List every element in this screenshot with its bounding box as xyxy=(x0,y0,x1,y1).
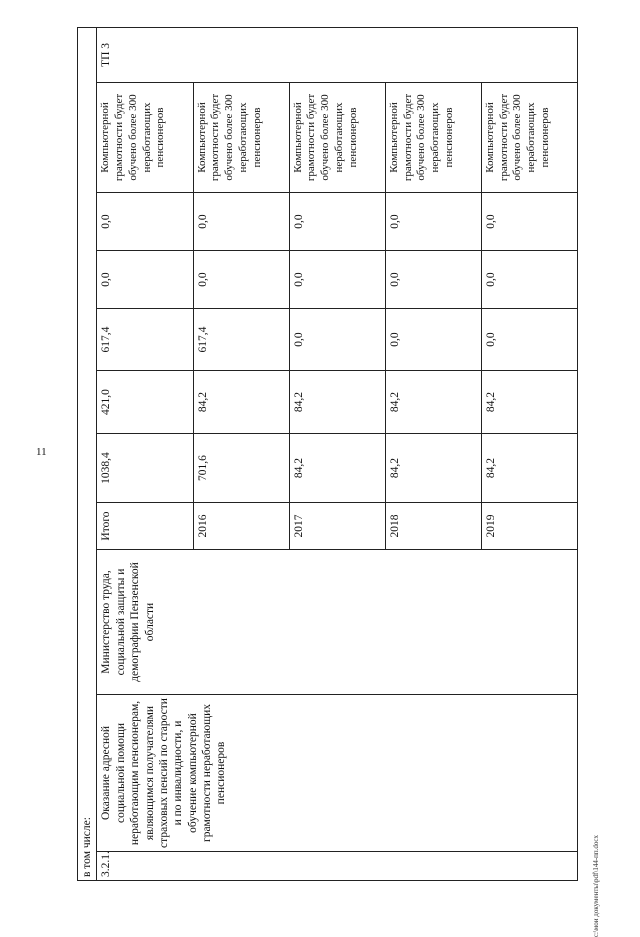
year-cell: 2016 xyxy=(193,503,289,550)
year-cell: 2019 xyxy=(481,503,577,550)
funding-cell: 0,0 xyxy=(481,251,577,309)
total-cell: 84,2 xyxy=(289,434,385,503)
total-cell: 84,2 xyxy=(481,434,577,503)
program-table xyxy=(77,27,578,881)
funding-cell: 0,0 xyxy=(193,251,289,309)
item-name: Оказание адресной социальной помощи неработающим пенсионерам, являющимся получателями страховых пенсий по старости и по инвалидности, и обучение компьютерной грамотности неработающих пенсионеров xyxy=(97,695,578,852)
indicator-cell: ТП 3 xyxy=(97,27,578,82)
section-label: в том числе: xyxy=(78,27,97,880)
funding-cell: 84,2 xyxy=(193,371,289,434)
funding-cell: 0,0 xyxy=(193,193,289,251)
funding-cell: 0,0 xyxy=(289,193,385,251)
funding-cell: 0,0 xyxy=(385,251,481,309)
funding-cell: 84,2 xyxy=(289,371,385,434)
funding-cell: 84,2 xyxy=(385,371,481,434)
total-cell: 84,2 xyxy=(385,434,481,503)
year-cell: 2018 xyxy=(385,503,481,550)
funding-cell: 84,2 xyxy=(481,371,577,434)
funding-cell: 617,4 xyxy=(193,309,289,371)
result-cell: Компьютерной грамотности будет обучено более 300 неработающих пенсионеров xyxy=(97,83,193,193)
section-row xyxy=(78,27,97,880)
item-code: 3.2.1. xyxy=(97,852,578,881)
result-cell: Компьютерной грамотности будет обучено более 300 неработающих пенсионеров xyxy=(193,83,289,193)
funding-cell: 0,0 xyxy=(481,309,577,371)
funding-cell: 421,0 xyxy=(97,371,193,434)
item-executor: Министерство труда, социальной защиты и демографии Пензенской области xyxy=(97,550,578,695)
funding-cell: 0,0 xyxy=(385,309,481,371)
rotated-table-sheet xyxy=(77,28,578,881)
funding-cell: 617,4 xyxy=(97,309,193,371)
funding-cell: 0,0 xyxy=(97,193,193,251)
result-cell: Компьютерной грамотности будет обучено более 300 неработающих пенсионеров xyxy=(385,83,481,193)
year-cell: Итого xyxy=(97,503,193,550)
funding-cell: 0,0 xyxy=(481,193,577,251)
page-number: 11 xyxy=(36,446,47,458)
result-cell: Компьютерной грамотности будет обучено более 300 неработающих пенсионеров xyxy=(289,83,385,193)
funding-cell: 0,0 xyxy=(289,309,385,371)
total-cell: 701,6 xyxy=(193,434,289,503)
footer-file-path: c:\мои документы\pdf\144-пп.docx xyxy=(592,835,600,937)
funding-cell: 0,0 xyxy=(289,251,385,309)
funding-cell: 0,0 xyxy=(385,193,481,251)
funding-cell: 0,0 xyxy=(97,251,193,309)
total-cell: 1038,4 xyxy=(97,434,193,503)
table-row xyxy=(97,27,193,880)
result-cell: Компьютерной грамотности будет обучено более 300 неработающих пенсионеров xyxy=(481,83,577,193)
year-cell: 2017 xyxy=(289,503,385,550)
